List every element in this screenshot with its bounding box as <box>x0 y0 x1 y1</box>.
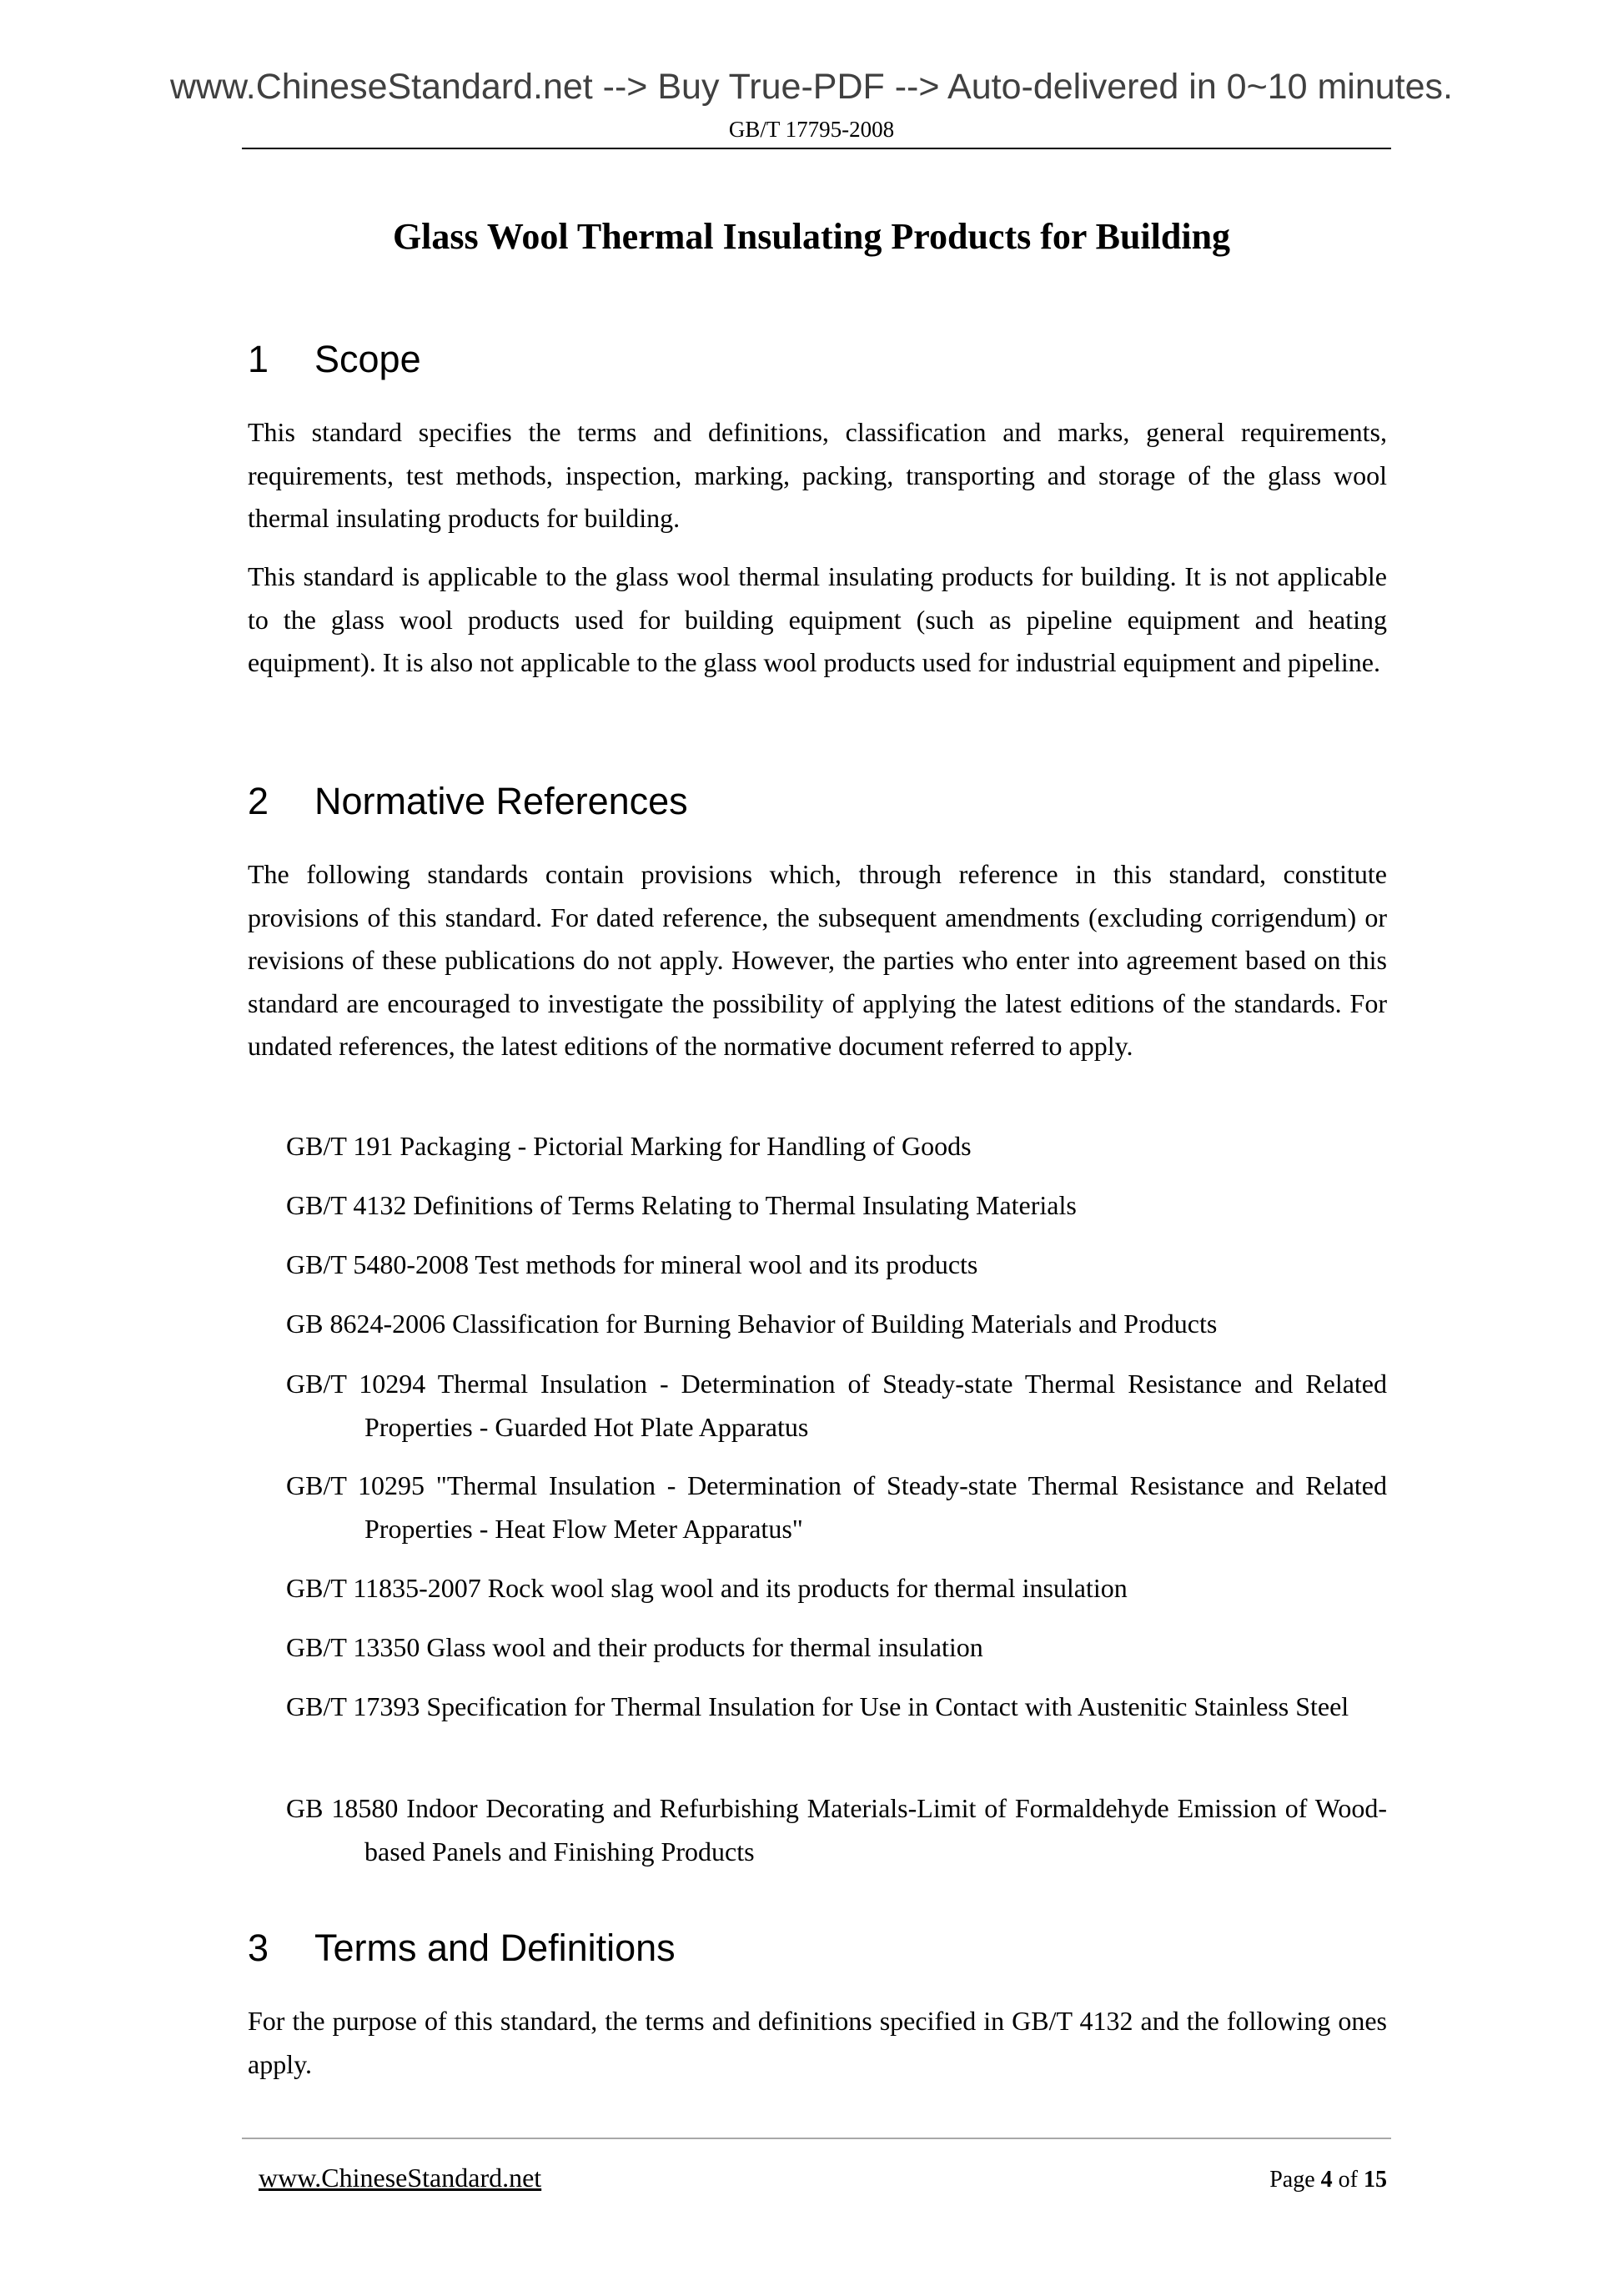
paragraph: For the purpose of this standard, the terms and definitions specified in GB/T 4132 and the following ones apply. <box>248 2006 1387 2079</box>
reference-item: GB/T 10295 "Thermal Insulation - Determination of Steady-state Thermal Resistance and Related Properties - Heat Flow Meter Apparatus" <box>286 1470 1387 1544</box>
paragraph: The following standards contain provisions which, through reference in this standard, constitute provisions of this standard. For dated reference, the subsequent amendments (excluding corrigendum) or revisions of these publications do not apply. However, the parties who enter into agreement based on this standard are encouraged to investigate the possibility of applying the latest editions of the standards. For undated references, the latest editions of the normative document referred to apply. <box>248 859 1387 1061</box>
reference-item: GB 8624-2006 Classification for Burning Behavior of Building Materials and Products <box>286 1309 1218 1339</box>
reference-item: GB/T 10294 Thermal Insulation - Determination of Steady-state Thermal Resistance and Related Properties - Guarded Hot Plate Apparatus <box>286 1369 1387 1442</box>
section-heading-normative-references <box>248 780 688 823</box>
section-title: Normative References <box>314 780 688 822</box>
reference-item: GB 18580 Indoor Decorating and Refurbishing Materials-Limit of Formaldehyde Emission of Wood-based Panels and Finishing Products <box>286 1793 1387 1866</box>
reference-item: GB/T 191 Packaging - Pictorial Marking for Handling of Goods <box>286 1131 972 1161</box>
reference-item: GB/T 11835-2007 Rock wool slag wool and its products for thermal insulation <box>286 1573 1128 1603</box>
reference-item: GB/T 13350 Glass wool and their products for thermal insulation <box>286 1632 983 1662</box>
page-current: 4 <box>1320 2167 1333 2193</box>
standard-code: GB/T 17795-2008 <box>728 117 895 142</box>
document-title: Glass Wool Thermal Insulating Products for Building <box>392 216 1231 257</box>
reference-item: GB/T 17393 Specification for Thermal Insulation for Use in Contact with Austenitic Stainless Steel <box>286 1691 1349 1721</box>
page-total: 15 <box>1364 2167 1387 2193</box>
reference-item: GB/T 4132 Definitions of Terms Relating to Thermal Insulating Materials <box>286 1190 1077 1220</box>
reference-item: GB/T 5480-2008 Test methods for mineral wool and its products <box>286 1249 978 1279</box>
paragraph: This standard specifies the terms and definitions, classification and marks, general requirements, requirements, test methods, inspection, marking, packing, transporting and storage of the glass wool thermal insulating products for building. <box>248 417 1387 533</box>
footer-website-link[interactable]: www.ChineseStandard.net <box>259 2163 542 2193</box>
section-number: 3 <box>248 1927 269 1969</box>
page-of: of <box>1338 2167 1358 2193</box>
page-number <box>1269 2167 1387 2193</box>
paragraph: This standard is applicable to the glass wool thermal insulating products for building. It is not applicable to the glass wool products used for building equipment (such as pipeline equipment and heating equipment). It is also not applicable to the glass wool products used for industrial equipment and pipeline. <box>248 561 1387 677</box>
header-banner[interactable]: www.ChineseStandard.net --> Buy True-PDF --> Auto-delivered in 0~10 minutes. <box>169 67 1453 107</box>
section-heading-scope <box>248 338 421 381</box>
header-divider <box>242 148 1391 149</box>
section-title: Scope <box>314 338 421 380</box>
section-heading-terms-and-definitions <box>248 1927 676 1970</box>
section-number: 1 <box>248 338 269 380</box>
section-title: Terms and Definitions <box>314 1927 676 1969</box>
footer-divider <box>242 2138 1391 2139</box>
page-label: Page <box>1269 2167 1315 2193</box>
section-number: 2 <box>248 780 269 822</box>
